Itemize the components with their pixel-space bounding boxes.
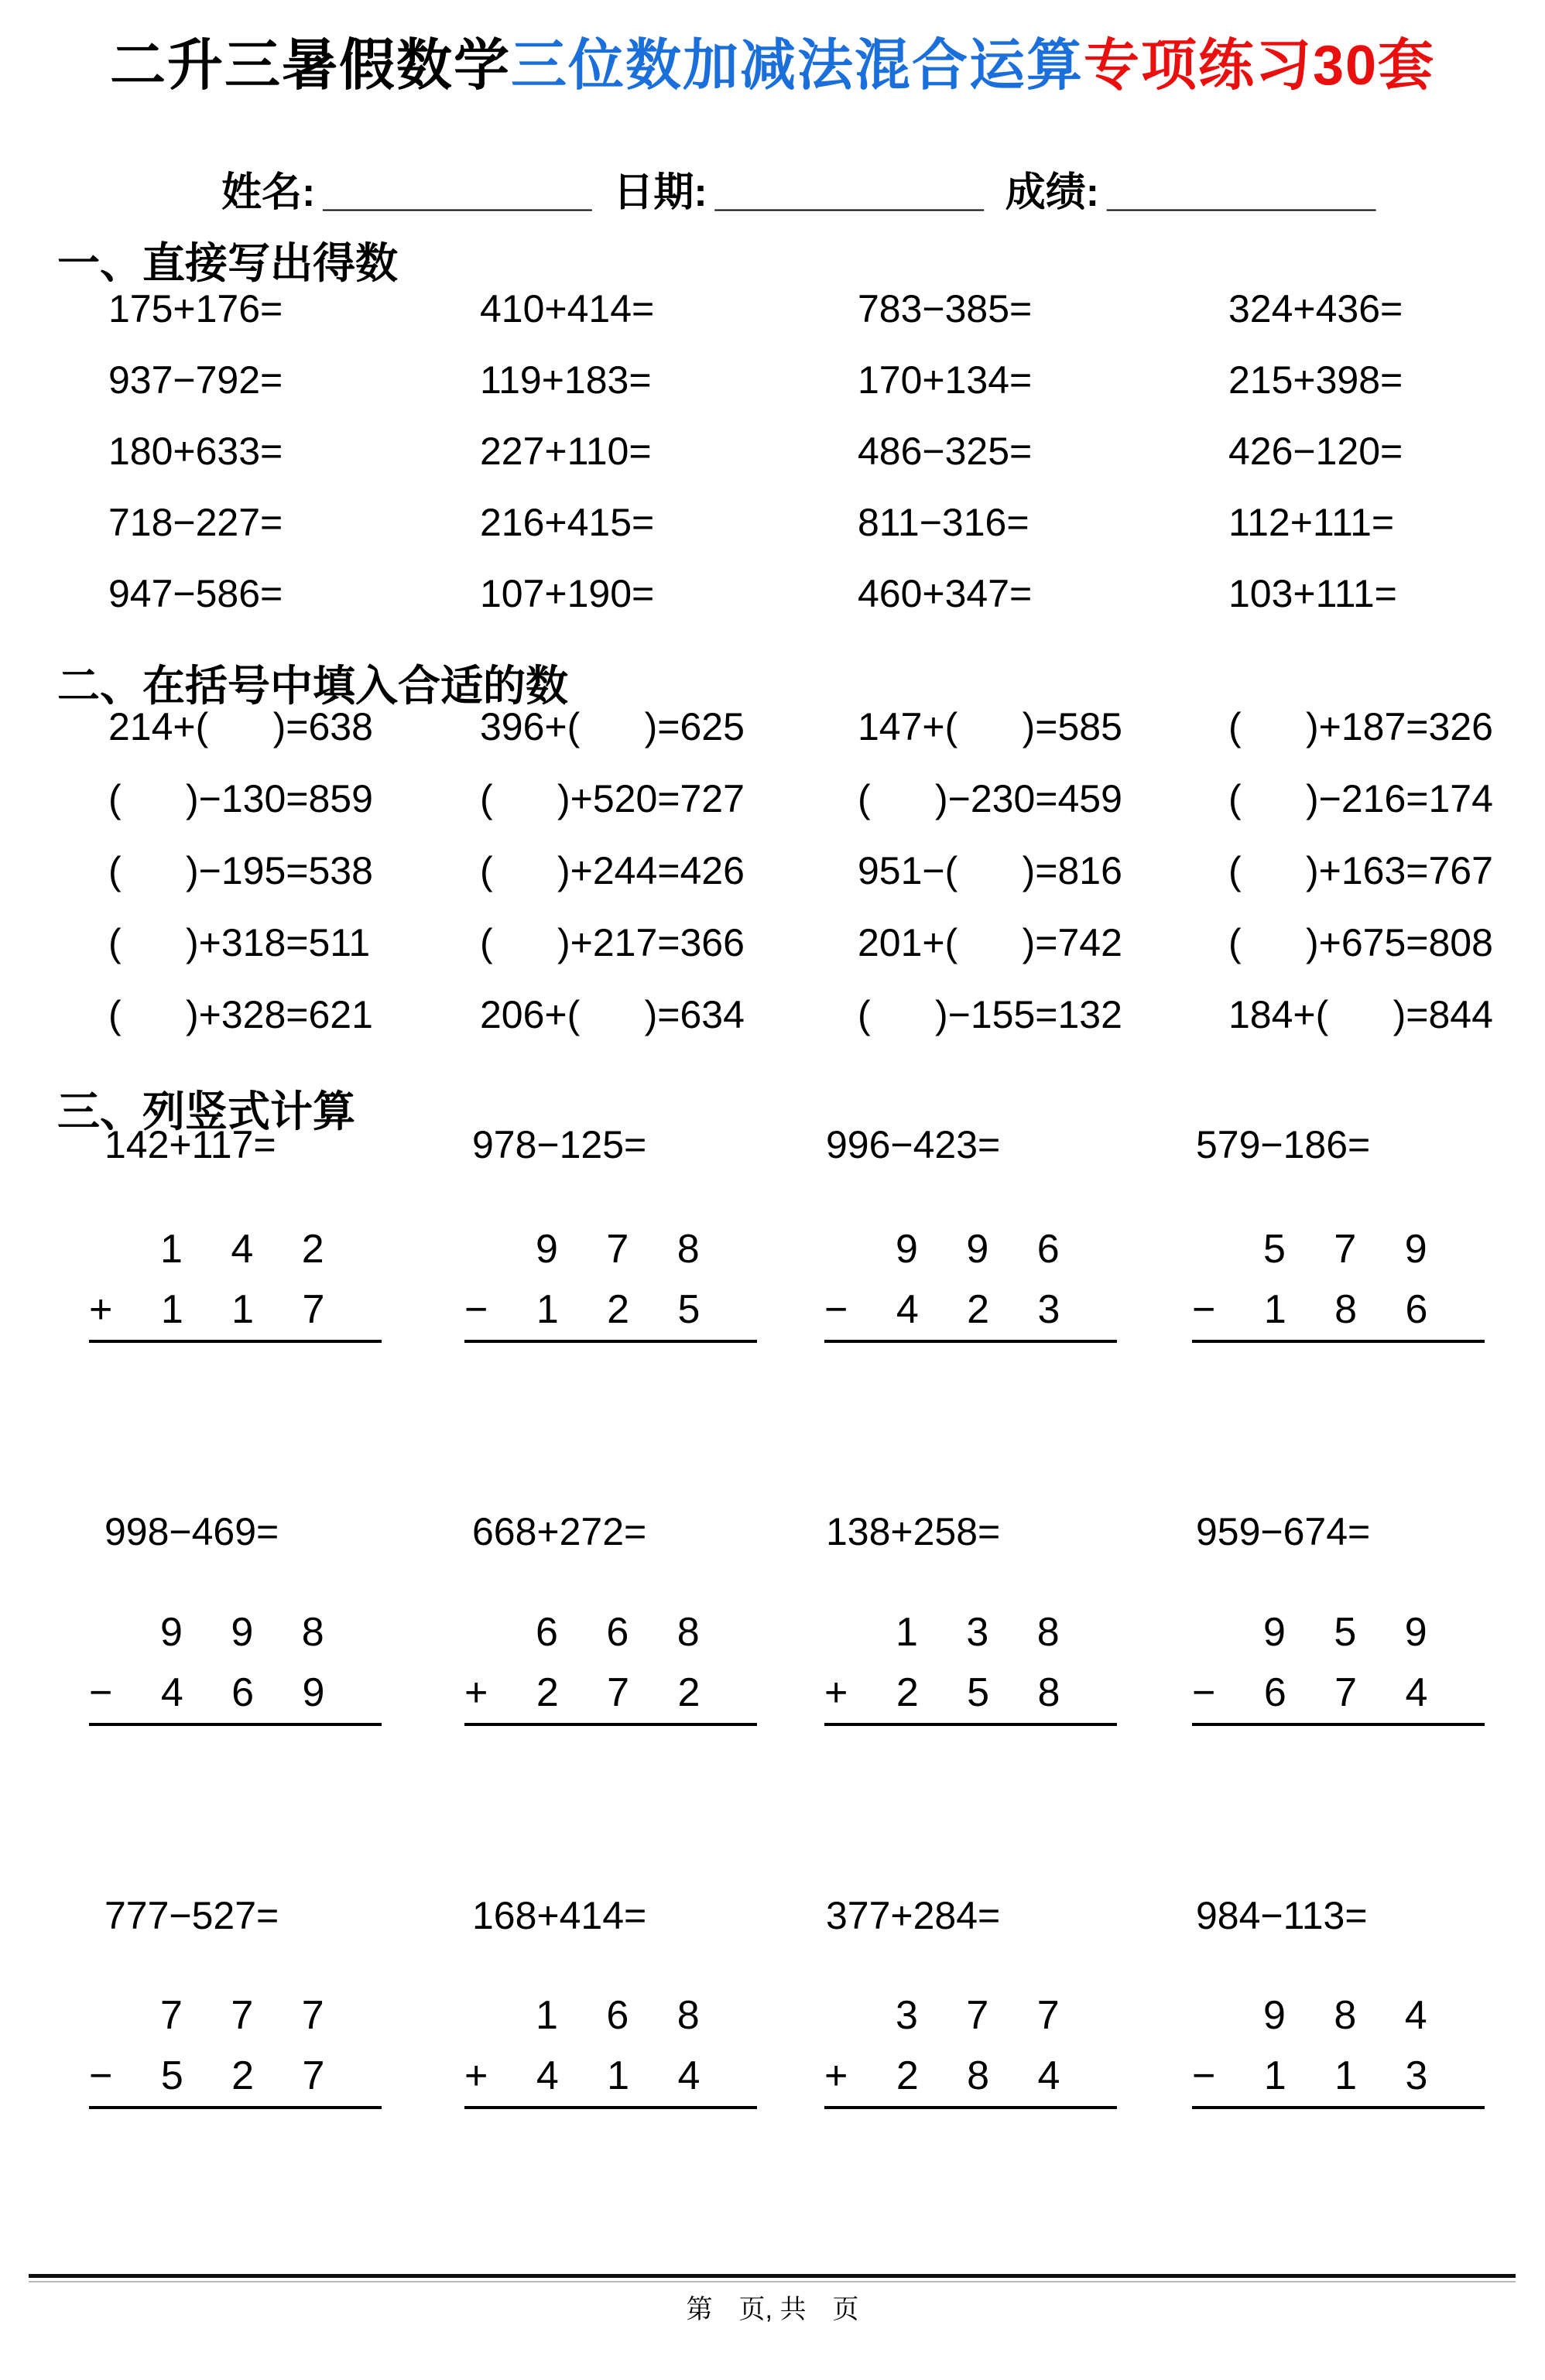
problem-expression: 718−227= xyxy=(108,501,283,544)
vertical-calculation xyxy=(824,1985,1117,2109)
title-part-red: 专项练习30套 xyxy=(1083,35,1436,97)
problem-expression: 119+183= xyxy=(480,358,652,402)
problem-expression: 579−186= xyxy=(1196,1123,1371,1166)
problem-expression: ( )+163=767 xyxy=(1228,849,1493,892)
problem-expression: 951−( )=816 xyxy=(858,849,1122,892)
problem-expression: 937−792= xyxy=(108,358,283,402)
vertical-bottom-operand: − 1 1 3 xyxy=(1192,2053,1428,2098)
vertical-top-operand: 9 7 8 xyxy=(536,1227,700,1272)
name-blank: ____________ xyxy=(323,170,592,215)
problem-expression: 396+( )=625 xyxy=(480,705,745,748)
section2-problems xyxy=(108,706,1502,1066)
section1-problems xyxy=(108,288,1502,644)
vertical-calculation xyxy=(464,1219,757,1343)
vertical-top-operand: 1 6 8 xyxy=(536,1993,700,2038)
vertical-calculation xyxy=(89,1602,382,1726)
problem-expression: 777−527= xyxy=(104,1894,279,1937)
problem-expression: 112+111= xyxy=(1228,501,1395,544)
section2-header: 二、在括号中填入合适的数 xyxy=(57,662,569,710)
problem-expression: 201+( )=742 xyxy=(858,921,1122,964)
vertical-top-operand: 3 7 7 xyxy=(896,1993,1060,2038)
problem-expression: 783−385= xyxy=(858,287,1033,330)
problem-expression: ( )+328=621 xyxy=(108,993,373,1036)
vertical-calculation xyxy=(89,1219,382,1343)
vertical-calculation xyxy=(464,1985,757,2109)
vertical-bottom-operand: − 1 8 6 xyxy=(1192,1287,1428,1332)
score-label: 成绩: xyxy=(1005,170,1100,215)
problem-expression: 996−423= xyxy=(826,1123,1001,1166)
vertical-calculation xyxy=(824,1602,1117,1726)
score-blank: ____________ xyxy=(1107,170,1376,215)
section3-header: 三、列竖式计算 xyxy=(57,1087,356,1135)
problem-expression: ( )+675=808 xyxy=(1228,921,1493,964)
name-date-score-line xyxy=(221,159,1397,217)
vertical-calculation xyxy=(1192,1602,1485,1726)
problem-expression: 978−125= xyxy=(472,1123,647,1166)
problem-expression: ( )−155=132 xyxy=(858,993,1122,1036)
date-blank: ____________ xyxy=(714,170,984,215)
problem-expression: 811−316= xyxy=(858,501,1029,544)
vertical-top-operand: 7 7 7 xyxy=(160,1993,324,2038)
page-title xyxy=(0,20,1545,101)
problem-expression: 998−469= xyxy=(104,1510,279,1553)
problem-expression: 460+347= xyxy=(858,572,1033,615)
problem-expression: 147+( )=585 xyxy=(858,705,1122,748)
problem-expression: 324+436= xyxy=(1228,287,1403,330)
vertical-bottom-operand: + 2 5 8 xyxy=(824,1670,1060,1715)
problem-expression: 959−674= xyxy=(1196,1510,1371,1553)
footer-page-number: 第 页, 共 页 xyxy=(686,2295,859,2324)
section3-row2-labels xyxy=(104,1511,1506,1553)
vertical-top-operand: 9 9 6 xyxy=(896,1227,1060,1272)
section1-header: 一、直接写出得数 xyxy=(57,239,399,287)
problem-expression: ( )−216=174 xyxy=(1228,777,1493,820)
vertical-top-operand: 6 6 8 xyxy=(536,1610,700,1655)
problem-expression: ( )+187=326 xyxy=(1228,705,1493,748)
vertical-calculation xyxy=(1192,1985,1485,2109)
problem-expression: 215+398= xyxy=(1228,358,1403,402)
footer-rule xyxy=(29,2274,1516,2278)
problem-expression: 206+( )=634 xyxy=(480,993,745,1036)
problem-expression: 216+415= xyxy=(480,501,655,544)
problem-expression: 142+117= xyxy=(104,1123,276,1166)
vertical-bottom-operand: − 5 2 7 xyxy=(89,2053,325,2098)
title-part-black: 二升三暑假数学 xyxy=(109,35,511,97)
footer-rule-shadow xyxy=(29,2281,1516,2282)
vertical-bottom-operand: + 4 1 4 xyxy=(464,2053,701,2098)
vertical-bottom-operand: + 1 1 7 xyxy=(89,1287,325,1332)
problem-expression: 180+633= xyxy=(108,430,283,473)
vertical-bottom-operand: − 4 6 9 xyxy=(89,1670,325,1715)
problem-expression: ( )−195=538 xyxy=(108,849,373,892)
name-label: 姓名: xyxy=(221,170,316,215)
problem-expression: 377+284= xyxy=(826,1894,1001,1937)
problem-expression: 107+190= xyxy=(480,572,655,615)
vertical-bottom-operand: − 4 2 3 xyxy=(824,1287,1060,1332)
problem-expression: 170+134= xyxy=(858,358,1033,402)
problem-expression: 227+110= xyxy=(480,430,652,473)
problem-expression: ( )+244=426 xyxy=(480,849,745,892)
problem-expression: 168+414= xyxy=(472,1894,647,1937)
vertical-top-operand: 9 8 4 xyxy=(1263,1993,1427,2038)
vertical-bottom-operand: − 6 7 4 xyxy=(1192,1670,1428,1715)
vertical-top-operand: 9 9 8 xyxy=(160,1610,324,1655)
date-label: 日期: xyxy=(613,170,707,215)
section3-row1-labels xyxy=(104,1124,1506,1166)
problem-expression: 486−325= xyxy=(858,430,1033,473)
vertical-bottom-operand: + 2 7 2 xyxy=(464,1670,701,1715)
vertical-calculation xyxy=(464,1602,757,1726)
vertical-bottom-operand: + 2 8 4 xyxy=(824,2053,1060,2098)
vertical-bottom-operand: − 1 2 5 xyxy=(464,1287,701,1332)
vertical-top-operand: 5 7 9 xyxy=(1263,1227,1427,1272)
problem-expression: ( )+520=727 xyxy=(480,777,745,820)
problem-expression: 184+( )=844 xyxy=(1228,993,1493,1036)
vertical-calculation xyxy=(824,1219,1117,1343)
problem-expression: 410+414= xyxy=(480,287,655,330)
problem-expression: 947−586= xyxy=(108,572,283,615)
problem-expression: 175+176= xyxy=(108,287,283,330)
problem-expression: 668+272= xyxy=(472,1510,647,1553)
problem-expression: 138+258= xyxy=(826,1510,1001,1553)
vertical-top-operand: 9 5 9 xyxy=(1263,1610,1427,1655)
problem-expression: 984−113= xyxy=(1196,1894,1368,1937)
vertical-calculation xyxy=(1192,1219,1485,1343)
vertical-top-operand: 1 3 8 xyxy=(896,1610,1060,1655)
title-part-blue: 三位数加减法混合运算 xyxy=(510,35,1084,97)
problem-expression: ( )+318=511 xyxy=(108,921,371,964)
problem-expression: 103+111= xyxy=(1228,572,1397,615)
problem-expression: 214+( )=638 xyxy=(108,705,373,748)
problem-expression: ( )−230=459 xyxy=(858,777,1122,820)
vertical-top-operand: 1 4 2 xyxy=(160,1227,324,1272)
problem-expression: 426−120= xyxy=(1228,430,1403,473)
problem-expression: ( )+217=366 xyxy=(480,921,745,964)
section3-row3-labels xyxy=(104,1895,1506,1937)
problem-expression: ( )−130=859 xyxy=(108,777,373,820)
vertical-calculation xyxy=(89,1985,382,2109)
